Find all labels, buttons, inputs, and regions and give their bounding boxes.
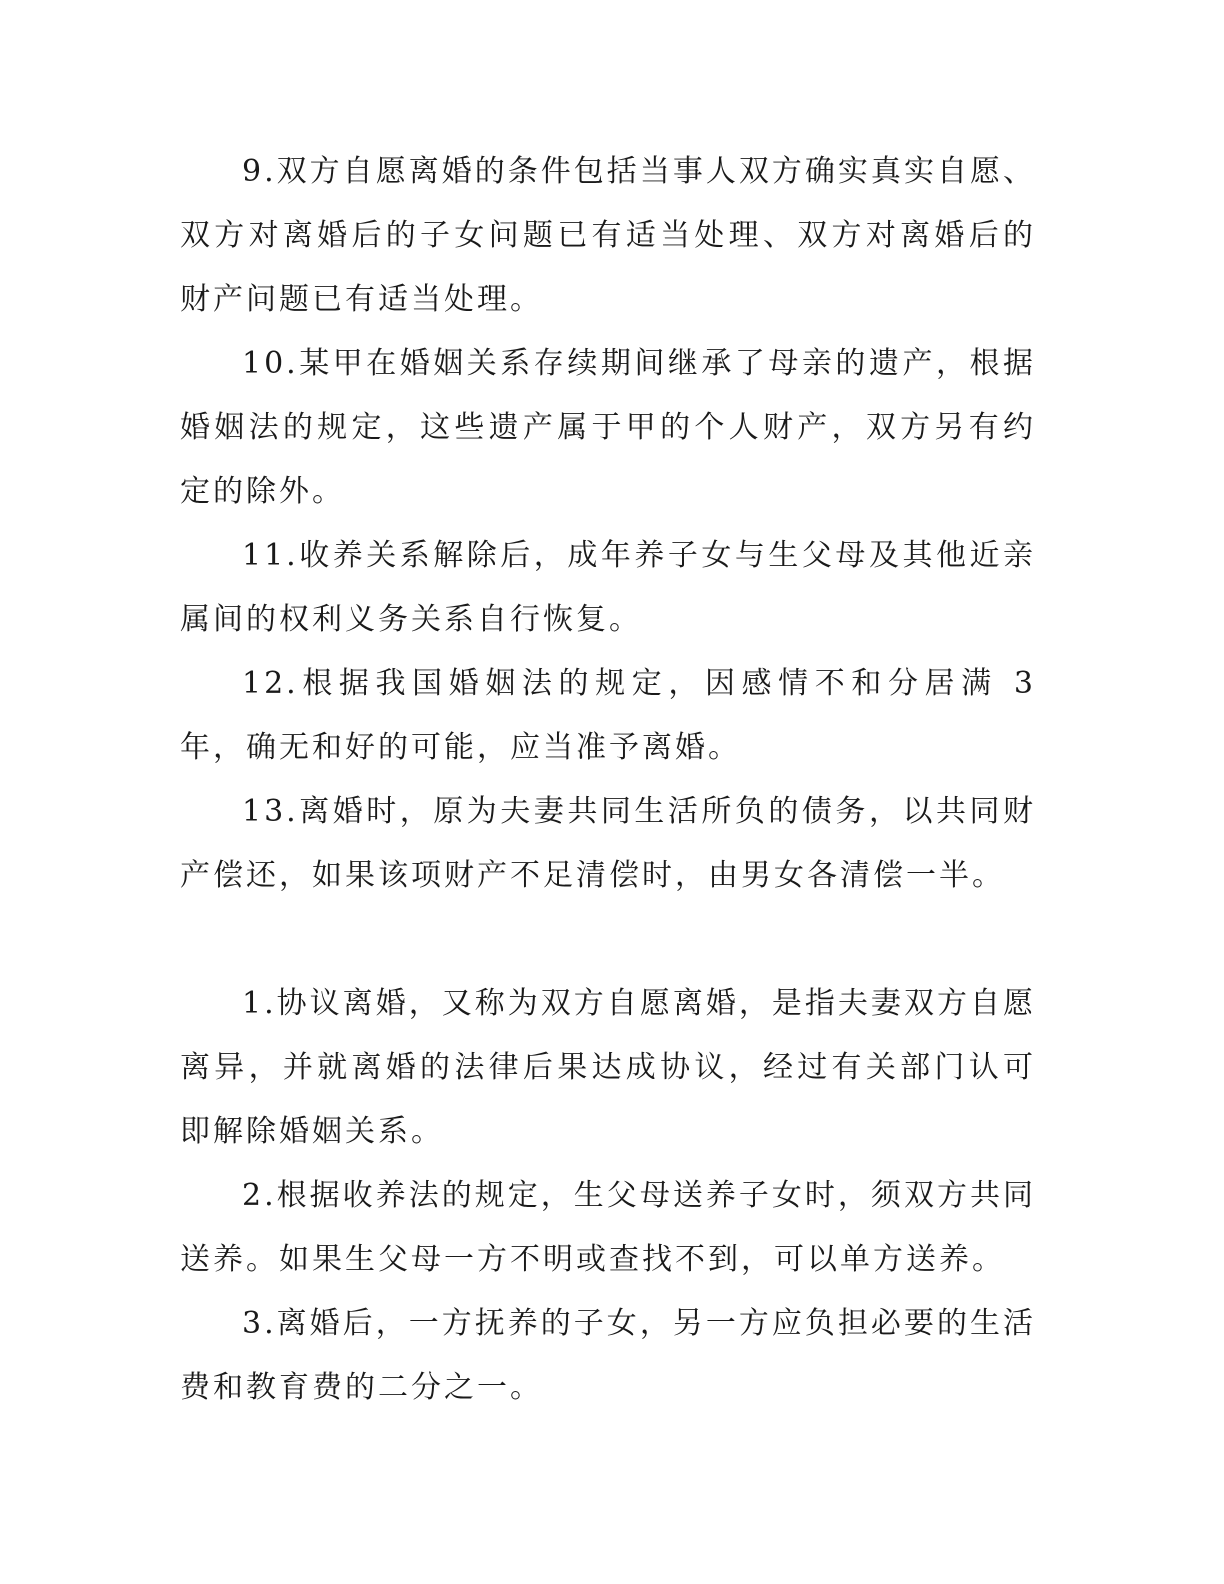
statement-13: 13.离婚时，原为夫妻共同生活所负的债务，以共同财产偿还，如果该项财产不足清偿时，由男女各清偿一半。	[180, 794, 1036, 893]
statement-11: 11.收养关系解除后，成年养子女与生父母及其他近亲属间的权利义务关系自行恢复。	[180, 538, 1036, 637]
document-page	[180, 140, 1036, 1420]
statement-12: 12.根据我国婚姻法的规定，因感情不和分居满 3 年，确无和好的可能，应当准予离婚。	[180, 666, 1036, 765]
statement-9: 9.双方自愿离婚的条件包括当事人双方确实真实自愿、双方对离婚后的子女问题已有适当处理、双方对离婚后的财产问题已有适当处理。	[180, 154, 1036, 317]
section-spacer	[180, 908, 1036, 972]
statement-10: 10.某甲在婚姻关系存续期间继承了母亲的遗产，根据婚姻法的规定，这些遗产属于甲的个人财产，双方另有约定的除外。	[180, 346, 1036, 509]
statement-1: 1.协议离婚，又称为双方自愿离婚，是指夫妻双方自愿离异，并就离婚的法律后果达成协议，经过有关部门认可即解除婚姻关系。	[180, 986, 1036, 1149]
statement-3: 3.离婚后，一方抚养的子女，另一方应负担必要的生活费和教育费的二分之一。	[180, 1306, 1036, 1405]
statement-2: 2.根据收养法的规定，生父母送养子女时，须双方共同送养。如果生父母一方不明或查找不到，可以单方送养。	[180, 1178, 1036, 1277]
